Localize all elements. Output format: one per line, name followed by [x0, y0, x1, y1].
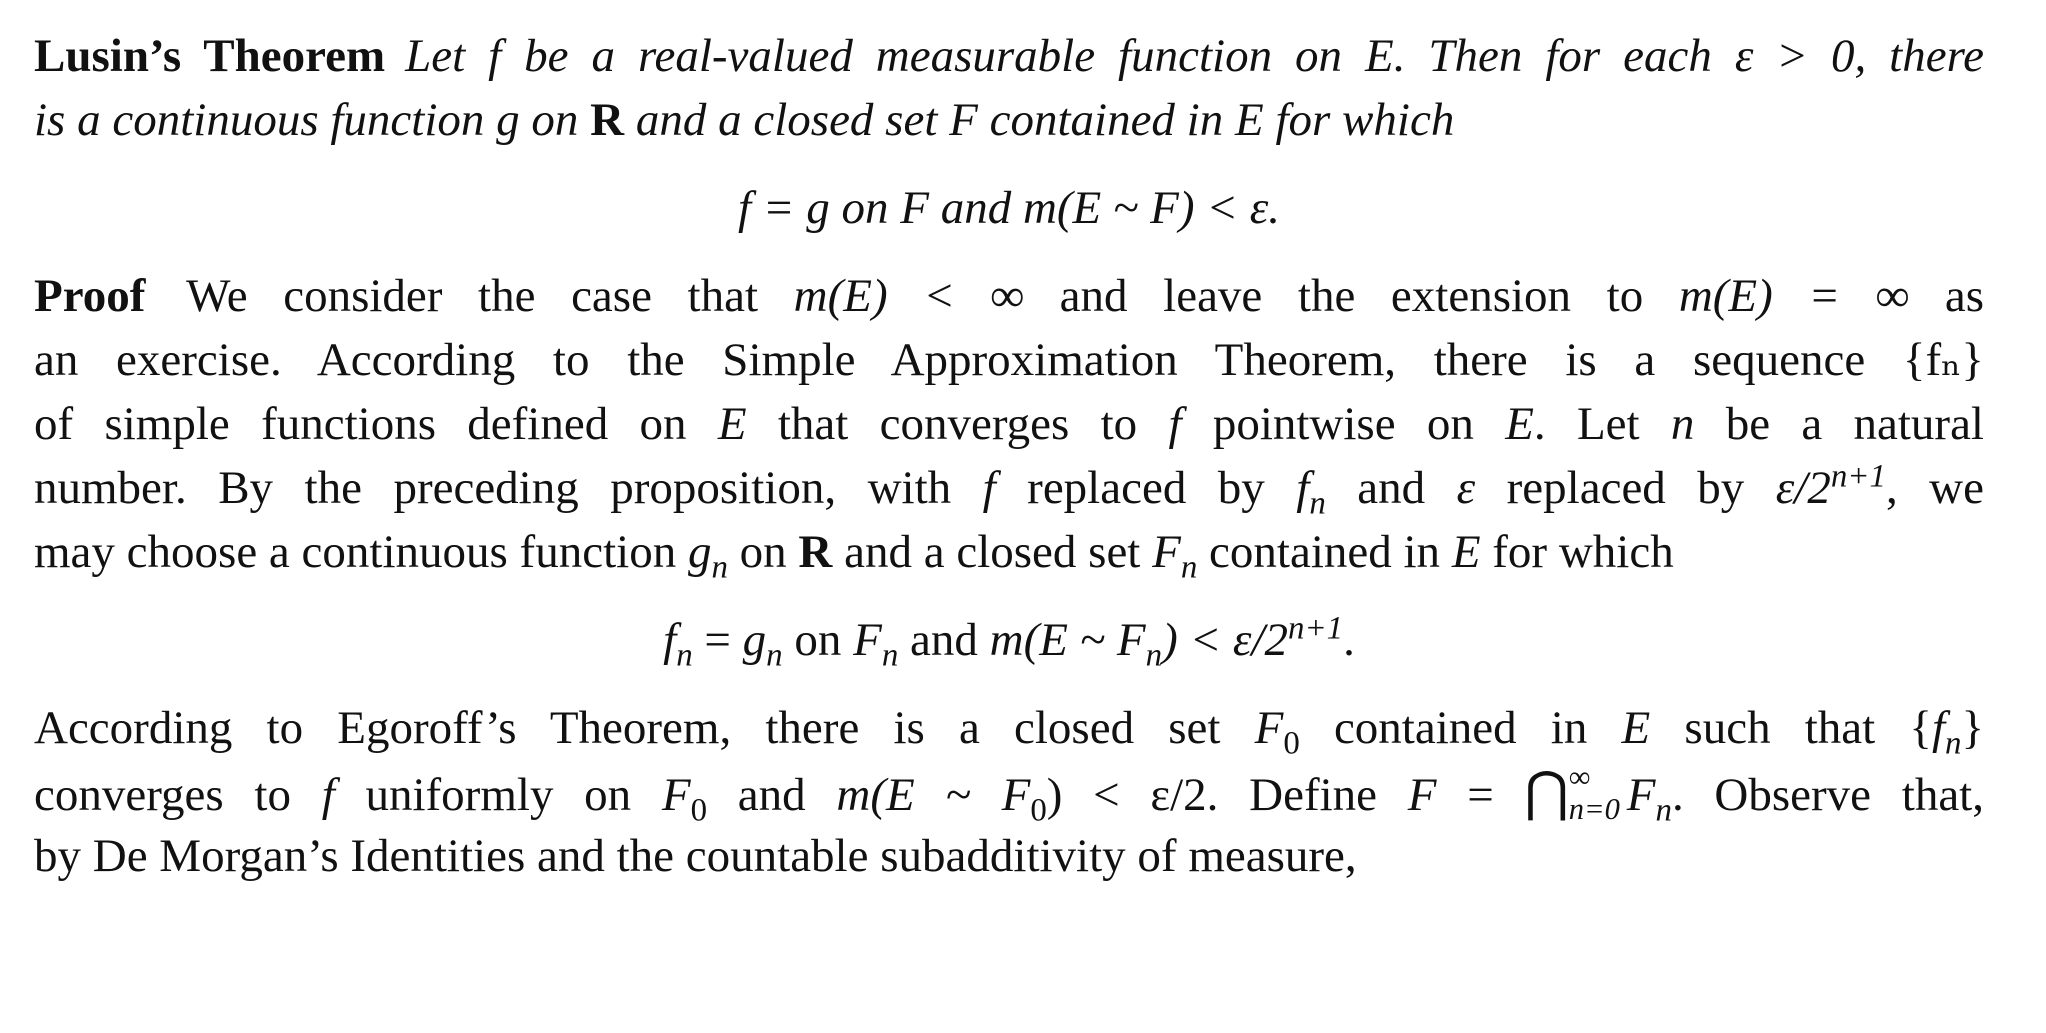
display-text-and: and — [898, 614, 990, 666]
proof-text-5b: on — [727, 526, 799, 578]
math-f: f — [1296, 462, 1310, 514]
egoroff-text-2d: ) < ε/2. Define — [1046, 769, 1408, 821]
math-sub-n: n — [881, 637, 899, 674]
proof-line-4 — [34, 456, 1984, 520]
proof-text-4b: replaced by — [995, 462, 1297, 514]
proof-text-4a: number. By the preceding proposition, with — [34, 462, 983, 514]
math-sub-0: 0 — [690, 792, 708, 829]
proof-text-3e: be a natural — [1694, 398, 1984, 450]
proof-line-3 — [34, 392, 1984, 456]
math-F: F — [1152, 526, 1181, 578]
proof-text-2: an exercise. According to the Simple Approximation Theorem, there is a sequence {fₙ} — [34, 334, 1984, 386]
theorem-text-1: Let f be a real-valued measurable function on E. Then for each ε > 0, there — [405, 30, 1984, 82]
math-F: F — [1254, 702, 1284, 754]
math-f: f — [1931, 702, 1945, 754]
math-E: E — [1505, 398, 1534, 450]
proof-text-1c: as — [1909, 270, 1985, 322]
proof-text-4c: and — [1325, 462, 1457, 514]
proof-display-equation — [34, 608, 1984, 672]
math-E: E — [1451, 526, 1481, 578]
egoroff-line-3 — [34, 824, 1984, 888]
egoroff-text-2c: and — [707, 769, 837, 821]
proof-text-5d: contained in — [1197, 526, 1452, 578]
intersection-symbol: ⋂ — [1524, 762, 1569, 822]
document-page — [34, 24, 1984, 888]
math-sub-n: n — [711, 549, 728, 586]
math-f: f — [663, 614, 677, 666]
theorem-display-text: f = g on F and m(E ~ F) < ε. — [737, 182, 1281, 234]
math-E: E — [717, 398, 747, 450]
proof-text-5a: may choose a continuous function — [34, 526, 688, 578]
limit-upper: ∞ — [1568, 760, 1591, 794]
limit-lower: n=0 — [1568, 792, 1620, 826]
math-g: g — [687, 526, 712, 578]
proof-text-3a: of simple functions defined on — [34, 398, 718, 450]
reals-symbol: R — [798, 526, 833, 578]
theorem-line-2 — [34, 88, 1984, 152]
math-sub-n: n — [1655, 792, 1672, 829]
egoroff-text-1b: contained in — [1299, 702, 1622, 754]
proof-text-4e: , we — [1885, 462, 1984, 514]
display-text-on: on — [782, 614, 854, 666]
intersection-limits — [1568, 760, 1627, 826]
theorem-line-1 — [34, 24, 1984, 88]
proof-text-1a: We consider the case that — [186, 270, 794, 322]
proof-text-3b: that converges to — [746, 398, 1169, 450]
proof-line-5 — [34, 520, 1984, 584]
theorem-text-2a: is a continuous function g on — [34, 94, 591, 146]
math-f: f — [1168, 398, 1182, 450]
math-equals: = — [692, 614, 743, 666]
math-equals: = — [1436, 769, 1525, 821]
egoroff-line-1 — [34, 696, 1984, 760]
egoroff-text-1c: such that { — [1650, 702, 1932, 754]
math-g: g — [742, 614, 767, 666]
theorem-heading: Lusin’s Theorem — [34, 30, 386, 82]
math-sub-n: n — [1945, 725, 1962, 762]
egoroff-text-1a: According to Egoroff’s Theorem, there is a closed set — [34, 702, 1255, 754]
math-sub-n: n — [766, 637, 783, 674]
math-bound: ) < ε/2 — [1162, 614, 1289, 666]
math-sub-n: n — [1145, 637, 1163, 674]
math-sub-n: n — [676, 637, 693, 674]
proof-text-3d: . Let — [1533, 398, 1671, 450]
math-n: n — [1670, 398, 1695, 450]
reals-symbol: R — [590, 94, 625, 146]
egoroff-text-2b: uniformly on — [334, 769, 662, 821]
math-F: F — [661, 769, 691, 821]
proof-line-1 — [34, 264, 1984, 328]
theorem-text-2b: and a closed set F contained in E for which — [624, 94, 1455, 146]
proof-math-2: m(E) = ∞ — [1678, 270, 1910, 322]
math-sub-0: 0 — [1283, 725, 1300, 762]
proof-text-5c: and a closed set — [832, 526, 1153, 578]
math-measure: m(E ~ F — [836, 769, 1031, 821]
math-sub-n: n — [1180, 549, 1198, 586]
proof-text-1b: and leave the extension to — [1024, 270, 1679, 322]
proof-text-4d: replaced by — [1475, 462, 1776, 514]
egoroff-line-2 — [34, 760, 1984, 829]
math-sub-0: 0 — [1030, 792, 1047, 829]
theorem-display-equation — [34, 176, 1984, 240]
math-epsilon: ε — [1456, 462, 1476, 514]
math-exponent: n+1 — [1830, 458, 1886, 495]
math-F: F — [1407, 769, 1437, 821]
math-exponent: n+1 — [1288, 610, 1344, 647]
math-F: F — [853, 614, 882, 666]
math-period: . — [1343, 614, 1355, 666]
proof-text-3c: pointwise on — [1181, 398, 1506, 450]
proof-line-2 — [34, 328, 1984, 392]
math-E: E — [1621, 702, 1651, 754]
proof-math-1: m(E) < ∞ — [793, 270, 1025, 322]
proof-heading: Proof — [34, 270, 146, 322]
egoroff-text-1d: } — [1961, 702, 1985, 754]
proof-text-5e: for which — [1480, 526, 1674, 578]
math-f: f — [982, 462, 996, 514]
egoroff-text-2e: . Observe that, — [1671, 769, 1984, 821]
math-measure: m(E ~ F — [989, 614, 1146, 666]
math-sub-n: n — [1309, 485, 1326, 522]
math-f: f — [321, 769, 335, 821]
egoroff-text-3: by De Morgan’s Identities and the countable subadditivity of measure, — [34, 830, 1357, 882]
math-F: F — [1626, 769, 1656, 821]
egoroff-text-2a: converges to — [34, 769, 322, 821]
math-fraction: ε/2 — [1775, 462, 1831, 514]
